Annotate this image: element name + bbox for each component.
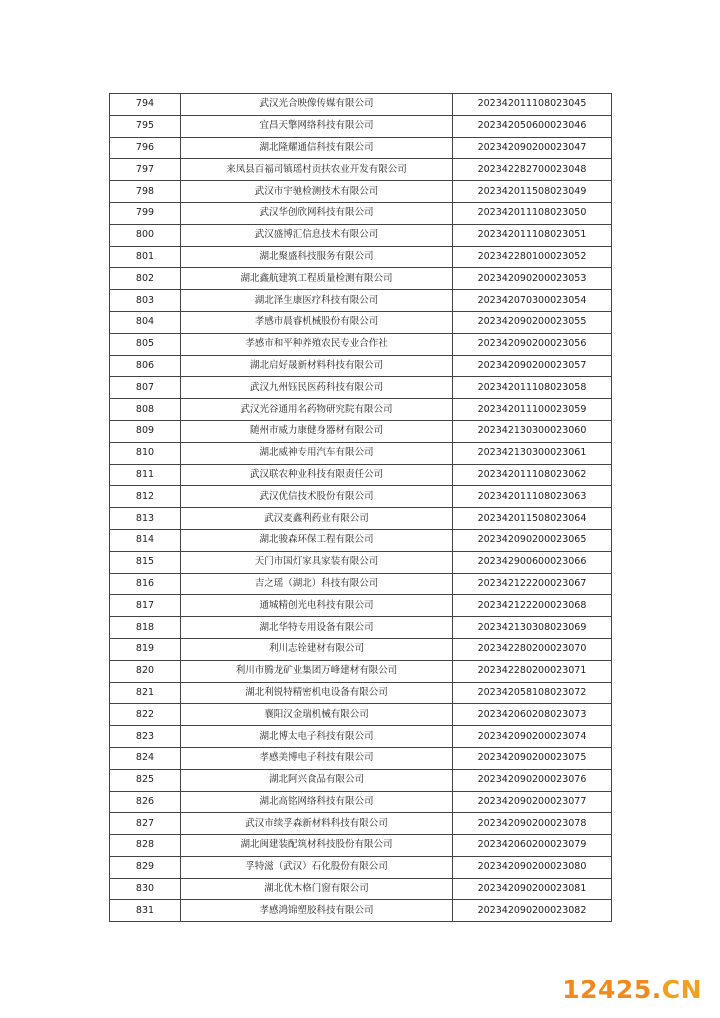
row-number: 810: [110, 442, 181, 464]
registration-code: 202342900600023066: [453, 551, 612, 573]
table-row: [110, 726, 612, 748]
table-row: [110, 791, 612, 813]
registration-code: 202342090200023075: [453, 747, 612, 769]
row-number: 805: [110, 333, 181, 355]
registration-code: 202342011100023059: [453, 399, 612, 421]
table-row: [110, 181, 612, 203]
company-name: 宜昌天擎网络科技有限公司: [181, 115, 453, 137]
watermark-suffix: CN: [661, 975, 702, 1004]
registration-code: 202342130308023069: [453, 617, 612, 639]
row-number: 800: [110, 224, 181, 246]
table-row: [110, 856, 612, 878]
row-number: 815: [110, 551, 181, 573]
table-row: [110, 202, 612, 224]
row-number: 802: [110, 268, 181, 290]
company-name: 湖北博太电子科技有限公司: [181, 726, 453, 748]
table-row: [110, 224, 612, 246]
registration-code: 202342130300023060: [453, 420, 612, 442]
table-row: [110, 638, 612, 660]
company-name: 武汉华创欣网科技有限公司: [181, 202, 453, 224]
registration-code: 202342011108023058: [453, 377, 612, 399]
table-row: [110, 311, 612, 333]
row-number: 812: [110, 486, 181, 508]
row-number: 818: [110, 617, 181, 639]
row-number: 814: [110, 529, 181, 551]
table-row: [110, 595, 612, 617]
table-row: [110, 137, 612, 159]
table-row: [110, 878, 612, 900]
site-watermark: [562, 975, 702, 1004]
table-row: [110, 377, 612, 399]
table-row: [110, 290, 612, 312]
table-row: [110, 660, 612, 682]
registration-code: 202342280200023070: [453, 638, 612, 660]
company-name: 湖北利锐特精密机电设备有限公司: [181, 682, 453, 704]
table-row: [110, 508, 612, 530]
row-number: 828: [110, 835, 181, 857]
registration-code: 202342011508023064: [453, 508, 612, 530]
registration-code: 202342280100023052: [453, 246, 612, 268]
table-row: [110, 682, 612, 704]
company-name: 湖北泽生康医疗科技有限公司: [181, 290, 453, 312]
company-name: 武汉联农种业科技有限责任公司: [181, 464, 453, 486]
table-row: [110, 355, 612, 377]
table-row: [110, 246, 612, 268]
row-number: 825: [110, 769, 181, 791]
row-number: 807: [110, 377, 181, 399]
registration-code: 202342280200023071: [453, 660, 612, 682]
row-number: 816: [110, 573, 181, 595]
registration-code: 202342050600023046: [453, 115, 612, 137]
row-number: 817: [110, 595, 181, 617]
row-number: 822: [110, 704, 181, 726]
registration-code: 202342090200023077: [453, 791, 612, 813]
table-row: [110, 704, 612, 726]
row-number: 820: [110, 660, 181, 682]
registration-code: 202342090200023056: [453, 333, 612, 355]
company-name: 湖北闽建装配筑材科技股份有限公司: [181, 835, 453, 857]
row-number: 821: [110, 682, 181, 704]
row-number: 794: [110, 94, 181, 116]
row-number: 819: [110, 638, 181, 660]
table-row: [110, 333, 612, 355]
registration-code: 202342282700023048: [453, 159, 612, 181]
company-name: 武汉盛博汇信息技术有限公司: [181, 224, 453, 246]
registration-code: 202342011108023050: [453, 202, 612, 224]
registration-code: 202342090200023053: [453, 268, 612, 290]
company-name: 湖北隆耀通信科技有限公司: [181, 137, 453, 159]
row-number: 797: [110, 159, 181, 181]
company-name: 天门市国灯家具家装有限公司: [181, 551, 453, 573]
row-number: 804: [110, 311, 181, 333]
row-number: 806: [110, 355, 181, 377]
company-name: 通城精创光电科技有限公司: [181, 595, 453, 617]
table-row: [110, 442, 612, 464]
registration-code: 202342090200023078: [453, 813, 612, 835]
company-name: 孚特滋（武汉）石化股份有限公司: [181, 856, 453, 878]
company-name: 武汉光谷通用名药物研究院有限公司: [181, 399, 453, 421]
row-number: 809: [110, 420, 181, 442]
company-name: 来凤县百福司镇瑶村贡扶农业开发有限公司: [181, 159, 453, 181]
registration-code: 202342130300023061: [453, 442, 612, 464]
table-body: [110, 94, 612, 922]
registration-code: 202342090200023076: [453, 769, 612, 791]
registration-code: 202342122200023067: [453, 573, 612, 595]
row-number: 808: [110, 399, 181, 421]
registration-code: 202342090200023055: [453, 311, 612, 333]
table-row: [110, 769, 612, 791]
company-name: 湖北骏森环保工程有限公司: [181, 529, 453, 551]
table-row: [110, 529, 612, 551]
company-name: 湖北阿兴食品有限公司: [181, 769, 453, 791]
registration-code: 202342090200023082: [453, 900, 612, 922]
company-name: 孝感市和平种养殖农民专业合作社: [181, 333, 453, 355]
table-row: [110, 115, 612, 137]
company-name: 武汉优信技术股份有限公司: [181, 486, 453, 508]
registration-table: [109, 93, 612, 922]
table-row: [110, 900, 612, 922]
table-row: [110, 420, 612, 442]
company-name: 湖北华特专用设备有限公司: [181, 617, 453, 639]
table-row: [110, 159, 612, 181]
table-row: [110, 835, 612, 857]
company-name: 湖北威神专用汽车有限公司: [181, 442, 453, 464]
registration-code: 202342122200023068: [453, 595, 612, 617]
table-row: [110, 747, 612, 769]
company-name: 武汉光合映像传媒有限公司: [181, 94, 453, 116]
company-name: 吉之瑶（湖北）科技有限公司: [181, 573, 453, 595]
table-row: [110, 399, 612, 421]
table-row: [110, 617, 612, 639]
watermark-number: 12425: [562, 975, 652, 1004]
table-row: [110, 573, 612, 595]
company-name: 武汉市续孚森新材料科技有限公司: [181, 813, 453, 835]
company-name: 利川志铨建材有限公司: [181, 638, 453, 660]
row-number: 803: [110, 290, 181, 312]
registration-code: 202342011108023063: [453, 486, 612, 508]
company-name: 随州市威力康健身器材有限公司: [181, 420, 453, 442]
registration-code: 202342060208023073: [453, 704, 612, 726]
row-number: 830: [110, 878, 181, 900]
row-number: 826: [110, 791, 181, 813]
company-name: 湖北鑫航建筑工程质量检测有限公司: [181, 268, 453, 290]
registration-code: 202342090200023074: [453, 726, 612, 748]
table-row: [110, 813, 612, 835]
row-number: 799: [110, 202, 181, 224]
row-number: 801: [110, 246, 181, 268]
company-name: 湖北聚盛科技服务有限公司: [181, 246, 453, 268]
row-number: 813: [110, 508, 181, 530]
row-number: 827: [110, 813, 181, 835]
company-name: 湖北优木格门窗有限公司: [181, 878, 453, 900]
row-number: 831: [110, 900, 181, 922]
row-number: 795: [110, 115, 181, 137]
row-number: 811: [110, 464, 181, 486]
company-name: 湖北启好晟新材料科技有限公司: [181, 355, 453, 377]
company-name: 孝感鸿锦塑胶科技有限公司: [181, 900, 453, 922]
company-name: 利川市腾龙矿业集团万峰建材有限公司: [181, 660, 453, 682]
company-name: 武汉九州钰民医药科技有限公司: [181, 377, 453, 399]
registration-code: 202342090200023081: [453, 878, 612, 900]
registration-code: 202342060200023079: [453, 835, 612, 857]
registration-code: 202342011108023062: [453, 464, 612, 486]
table-row: [110, 464, 612, 486]
company-name: 湖北高铭网络科技有限公司: [181, 791, 453, 813]
row-number: 829: [110, 856, 181, 878]
company-name: 襄阳汉金瑞机械有限公司: [181, 704, 453, 726]
registration-code: 202342090200023047: [453, 137, 612, 159]
table-row: [110, 268, 612, 290]
table-row: [110, 551, 612, 573]
company-name: 孝感市晨睿机械股份有限公司: [181, 311, 453, 333]
registration-code: 202342011108023051: [453, 224, 612, 246]
registration-code: 202342090200023080: [453, 856, 612, 878]
table-row: [110, 94, 612, 116]
table-row: [110, 486, 612, 508]
registration-code: 202342090200023065: [453, 529, 612, 551]
row-number: 798: [110, 181, 181, 203]
company-name: 孝感美博电子科技有限公司: [181, 747, 453, 769]
registration-code: 202342090200023057: [453, 355, 612, 377]
company-name: 武汉市宇驰检测技术有限公司: [181, 181, 453, 203]
company-name: 武汉麦鑫利药业有限公司: [181, 508, 453, 530]
watermark-dot: .: [651, 975, 662, 1004]
registration-code: 202342011108023045: [453, 94, 612, 116]
registration-code: 202342070300023054: [453, 290, 612, 312]
row-number: 796: [110, 137, 181, 159]
row-number: 823: [110, 726, 181, 748]
registration-code: 202342011508023049: [453, 181, 612, 203]
registration-code: 202342058108023072: [453, 682, 612, 704]
row-number: 824: [110, 747, 181, 769]
